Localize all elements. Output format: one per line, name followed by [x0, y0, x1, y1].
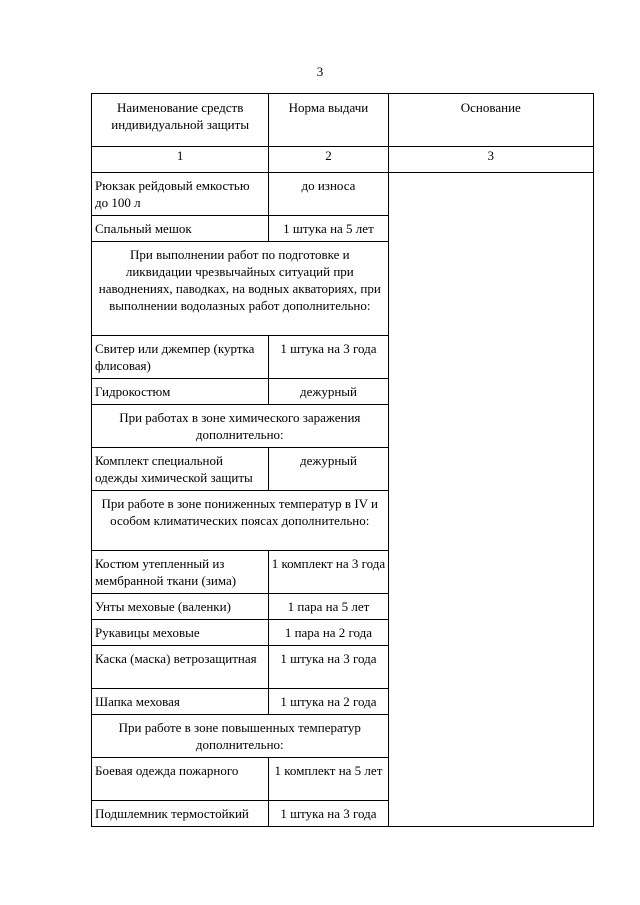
ppe-name: Комплект специальной одежды химической защиты [92, 448, 269, 491]
section-heading: При работе в зоне повышенных температур дополнительно: [92, 715, 389, 758]
header-ppe-name: Наименование средств индивидуальной защиты [92, 94, 269, 147]
issue-norm: 1 комплект на 5 лет [269, 758, 388, 801]
ppe-name: Унты меховые (валенки) [92, 594, 269, 620]
ppe-name: Боевая одежда пожарного [92, 758, 269, 801]
section-heading: При работах в зоне химического заражения дополнительно: [92, 405, 389, 448]
ppe-name: Рюкзак рейдовый емкостью до 100 л [92, 173, 269, 216]
issue-norm: 1 штука на 3 года [269, 646, 388, 689]
table-row [92, 173, 594, 216]
ppe-name: Каска (маска) ветрозащитная [92, 646, 269, 689]
ppe-norms-table [91, 93, 594, 827]
ppe-name: Спальный мешок [92, 216, 269, 242]
issue-norm: 1 комплект на 3 года [269, 551, 388, 594]
header-basis: Основание [388, 94, 593, 147]
section-heading: При выполнении работ по подготовке и ликвидации чрезвычайных ситуаций при наводнениях, паводках, на водных акваториях, при выполнении водолазных работ дополнительно: [92, 242, 389, 336]
issue-norm: 1 штука на 3 года [269, 336, 388, 379]
issue-norm: 1 штука на 2 года [269, 689, 388, 715]
ppe-name: Шапка меховая [92, 689, 269, 715]
ppe-name: Костюм утепленный из мембранной ткани (зима) [92, 551, 269, 594]
page-number: 3 [316, 64, 324, 79]
issue-norm: до износа [269, 173, 388, 216]
table-header-row [92, 94, 594, 147]
header-issue-norm: Норма выдачи [269, 94, 388, 147]
issue-norm: 1 штука на 3 года [269, 801, 388, 827]
issue-norm: 1 пара на 2 года [269, 620, 388, 646]
column-number: 2 [269, 147, 388, 173]
ppe-name: Рукавицы меховые [92, 620, 269, 646]
issue-norm: дежурный [269, 379, 388, 405]
ppe-name: Свитер или джемпер (куртка флисовая) [92, 336, 269, 379]
basis-cell [388, 173, 593, 827]
ppe-name: Гидрокостюм [92, 379, 269, 405]
column-number: 1 [92, 147, 269, 173]
issue-norm: 1 пара на 5 лет [269, 594, 388, 620]
issue-norm: 1 штука на 5 лет [269, 216, 388, 242]
column-number: 3 [388, 147, 593, 173]
section-heading: При работе в зоне пониженных температур в IV и особом климатических поясах дополнительно: [92, 491, 389, 551]
issue-norm: дежурный [269, 448, 388, 491]
ppe-name: Подшлемник термостойкий [92, 801, 269, 827]
column-number-row [92, 147, 594, 173]
